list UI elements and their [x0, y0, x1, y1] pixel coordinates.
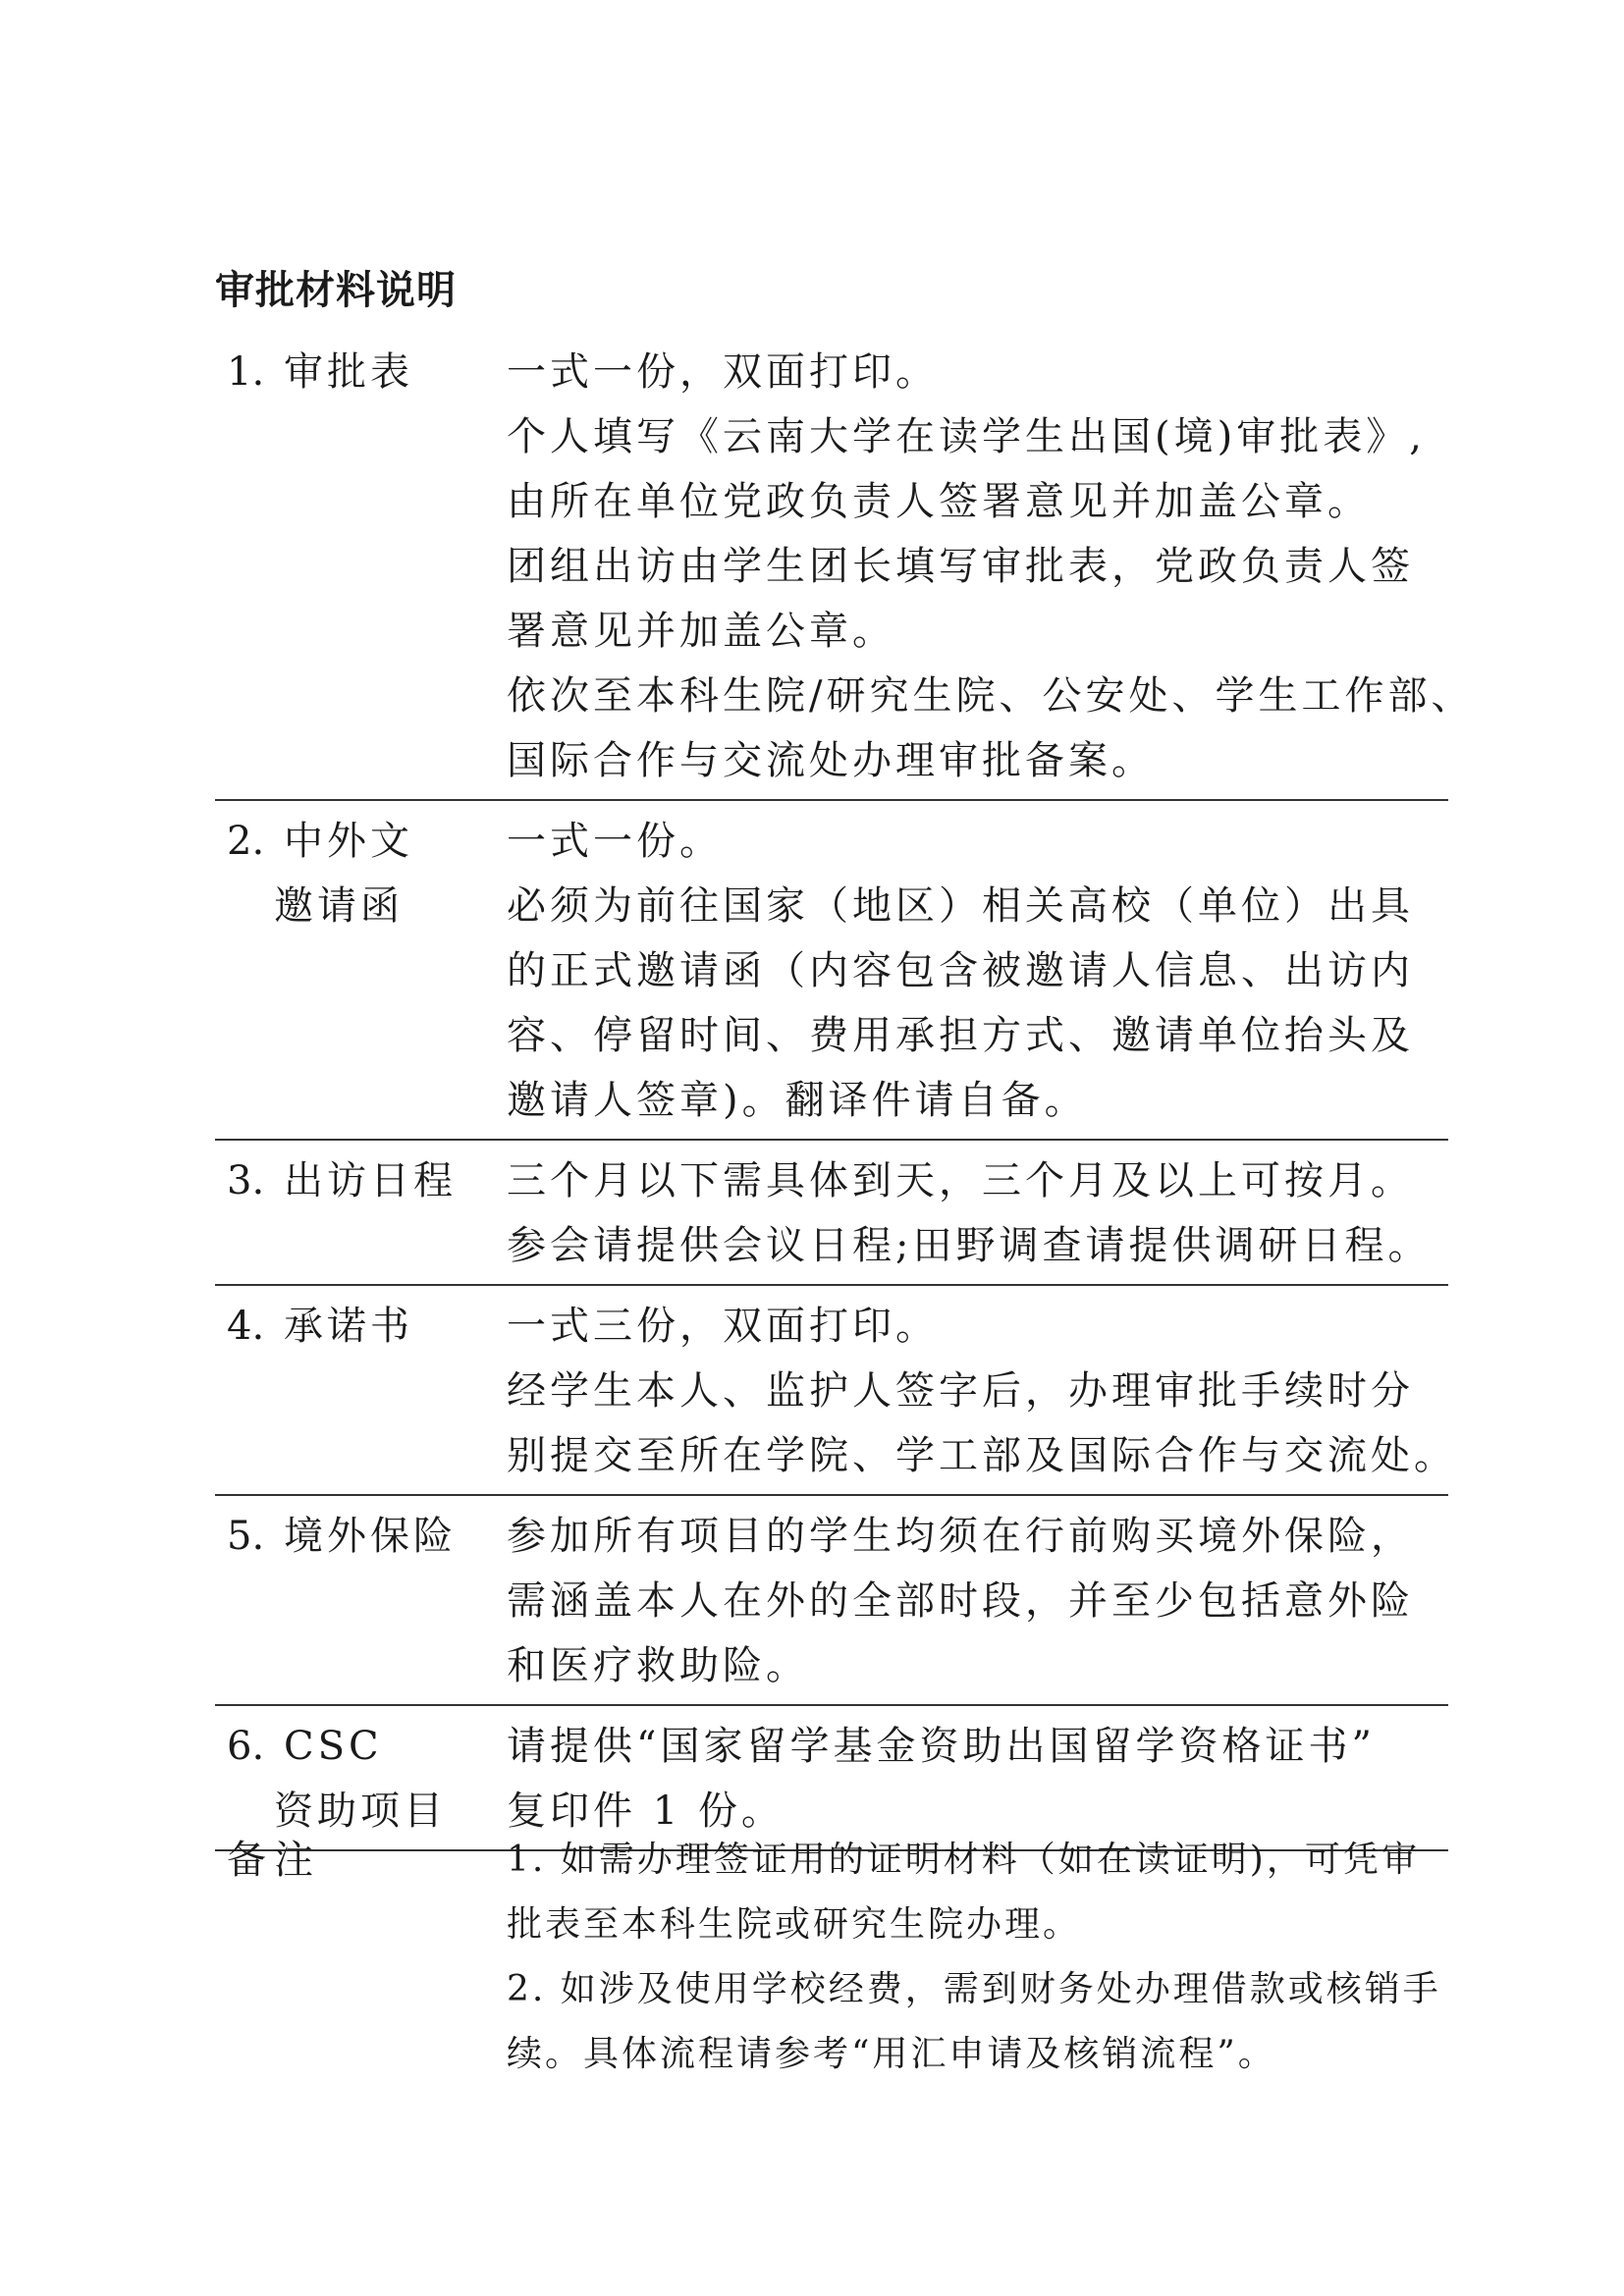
remarks-line: 1. 如需办理签证用的证明材料（如在读证明)，可凭审 [507, 1840, 1420, 1880]
material-name: 出访日程 [284, 1158, 457, 1203]
remarks-section [215, 1828, 1448, 2087]
material-name-line2: 资助项目 [274, 1789, 447, 1834]
material-description [507, 1294, 1457, 1488]
material-number: 5. [227, 1514, 265, 1559]
description-line: 和医疗救助险。 [507, 1643, 809, 1688]
material-label [227, 1504, 502, 1569]
description-line: 依次至本科生院/研究生院、公安处、学生工作部、 [507, 673, 1475, 719]
material-label [227, 1714, 502, 1843]
material-name: 中外文 [284, 819, 413, 864]
material-number: 1. [227, 349, 265, 395]
material-label [227, 340, 502, 404]
material-name-line2: 邀请函 [274, 883, 404, 929]
description-line: 复印件 1 份。 [507, 1789, 785, 1834]
material-description [507, 1714, 1439, 1843]
description-line: 由所在单位党政负责人签署意见并加盖公章。 [507, 479, 1371, 524]
description-line: 的正式邀请函（内容包含被邀请人信息、出访内 [507, 948, 1414, 993]
material-name: 审批表 [284, 349, 413, 395]
remarks-line: 2. 如涉及使用学校经费，需到财务处办理借款或核销手 [507, 1969, 1441, 2009]
description-line: 一式一份，双面打印。 [507, 349, 939, 395]
material-name: CSC [284, 1724, 383, 1769]
description-line: 国际合作与交流处办理审批备案。 [507, 738, 1155, 783]
description-line: 别提交至所在学院、学工部及国际合作与交流处。 [507, 1433, 1457, 1478]
material-number: 4. [227, 1304, 265, 1349]
remarks-content [507, 1828, 1439, 2087]
description-line: 参加所有项目的学生均须在行前购买境外保险， [507, 1514, 1414, 1559]
material-number: 6. [227, 1724, 265, 1769]
material-row-overseas-insurance [215, 1496, 1448, 1706]
remarks-label: 备注 [227, 1838, 321, 1883]
page-title: 审批材料说明 [215, 268, 457, 313]
material-description [507, 1504, 1439, 1698]
material-number: 3. [227, 1158, 265, 1203]
description-line: 一式三份，双面打印。 [507, 1304, 939, 1349]
material-label [227, 1294, 502, 1359]
description-line: 署意见并加盖公章。 [507, 609, 895, 654]
material-name: 承诺书 [284, 1304, 413, 1349]
material-label [227, 1148, 502, 1213]
description-line: 需涵盖本人在外的全部时段，并至少包括意外险 [507, 1578, 1414, 1624]
material-row-invitation-letter [215, 801, 1448, 1141]
material-description [507, 1148, 1439, 1278]
materials-table [215, 340, 1475, 1851]
description-line: 经学生本人、监护人签字后，办理审批手续时分 [507, 1368, 1414, 1414]
description-line: 必须为前往国家（地区）相关高校（单位）出具 [507, 883, 1414, 929]
description-line: 请提供“国家留学基金资助出国留学资格证书” [507, 1724, 1376, 1769]
description-line: 个人填写《云南大学在读学生出国(境)审批表》, [507, 414, 1426, 459]
material-row-itinerary [215, 1141, 1448, 1286]
material-description [507, 340, 1475, 793]
material-label [227, 809, 502, 938]
material-description [507, 809, 1439, 1133]
material-number: 2. [227, 819, 265, 864]
remarks-line: 批表至本科生院或研究生院办理。 [507, 1904, 1082, 1945]
description-line: 三个月以下需具体到天，三个月及以上可按月。 [507, 1158, 1414, 1203]
material-row-commitment-letter [215, 1286, 1457, 1496]
description-line: 邀请人签章)。翻译件请自备。 [507, 1078, 1088, 1123]
description-line: 一式一份。 [507, 819, 723, 864]
description-line: 团组出访由学生团长填写审批表，党政负责人签 [507, 544, 1414, 589]
description-line: 参会请提供会议日程;田野调查请提供调研日程。 [507, 1223, 1432, 1268]
material-name: 境外保险 [284, 1514, 457, 1559]
remarks-line: 续。具体流程请参考“用汇申请及核销流程”。 [507, 2034, 1276, 2074]
material-row-approval-form [215, 340, 1475, 801]
description-line: 容、停留时间、费用承担方式、邀请单位抬头及 [507, 1013, 1414, 1058]
